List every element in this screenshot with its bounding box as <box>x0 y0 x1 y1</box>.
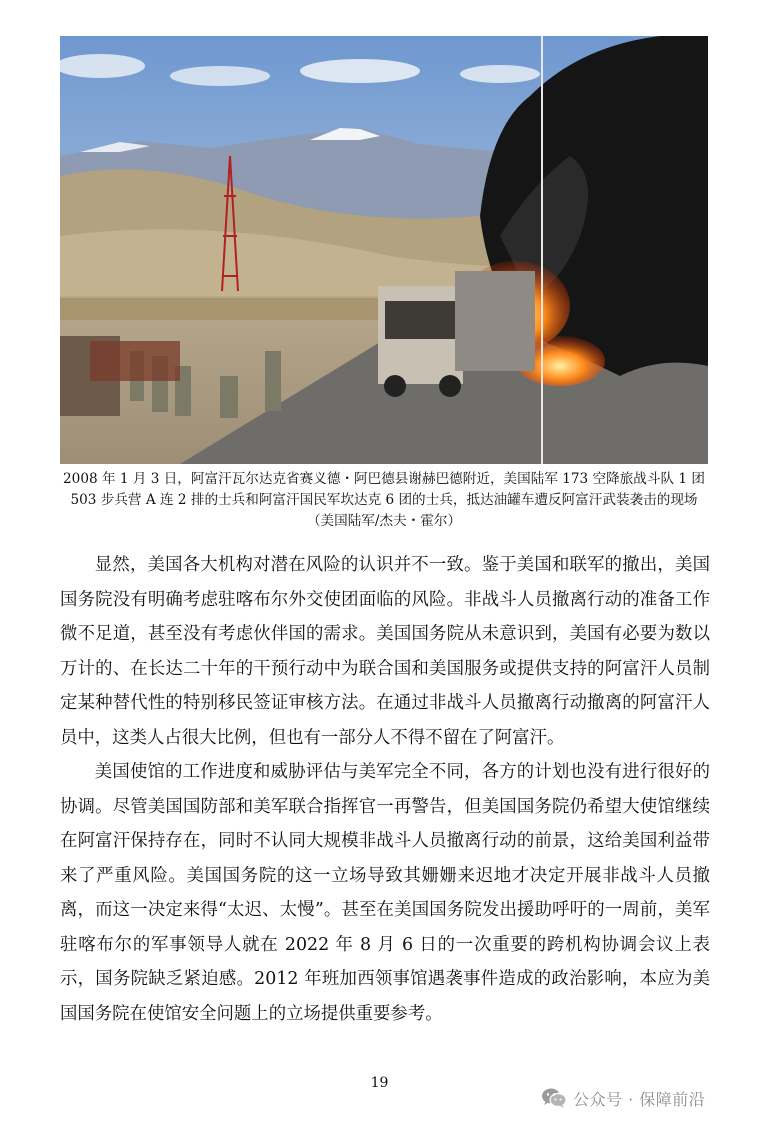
burning-tanker-photo <box>60 36 708 464</box>
page-number: 19 <box>370 1075 389 1091</box>
paragraph: 美国使馆的工作进度和威胁评估与美军完全不同，各方的计划也没有进行很好的协调。尽管美国国防部和美军联合指挥官一再警告，但美国国务院仍希望大使馆继续在阿富汗保持存在，同时不认同大规模非战斗人员撤离行动的前景，这给美国利益带来了严重风险。美国国务院的这一立场导致其姗姗来迟地才决定开展非战斗人员撤离，而这一决定来得“太迟、太慢”。甚至在美国国务院发出援助呼吁的一周前，美军驻喀布尔的军事领导人就在 2022 年 8 月 6 日的一次重要的跨机构协调会议上表示，国务院缺乏紧迫感。2012 年班加西领事馆遇袭事件造成的政治影响，本应为美国国务院在使馆安全问题上的立场提供重要参考。 <box>60 762 710 1024</box>
figure-caption: 2008 年 1 月 3 日，阿富汗瓦尔达克省赛义德・阿巴德县谢赫巴德附近，美国陆军 173 空降旅战斗队 1 团 503 步兵营 A 连 2 排的士兵和阿富汗国民军坎达克 6 团的士兵，抵达油罐车遭反阿富汗武装袭击的现场（美国陆军/杰夫・霍尔） <box>63 471 705 529</box>
wechat-icon <box>541 1087 567 1109</box>
watermark <box>541 1086 705 1110</box>
body-text <box>60 548 710 1031</box>
paragraph: 显然，美国各大机构对潜在风险的认识并不一致。鉴于美国和联军的撤出，美国国务院没有明确考虑驻喀布尔外交使团面临的风险。非战斗人员撤离行动的准备工作微不足道，甚至没有考虑伙伴国的需求。美国国务院从未意识到，美国有必要为数以万计的、在长达二十年的干预行动中为联合国和美国服务或提供支持的阿富汗人员制定某种替代性的特别移民签证审核方法。在通过非战斗人员撤离行动撤离的阿富汗人员中，这类人占很大比例，但也有一部分人不得不留在了阿富汗。 <box>60 555 710 748</box>
photo-illustration <box>60 36 708 464</box>
watermark-text: 公众号 · 保障前沿 <box>573 1089 706 1109</box>
